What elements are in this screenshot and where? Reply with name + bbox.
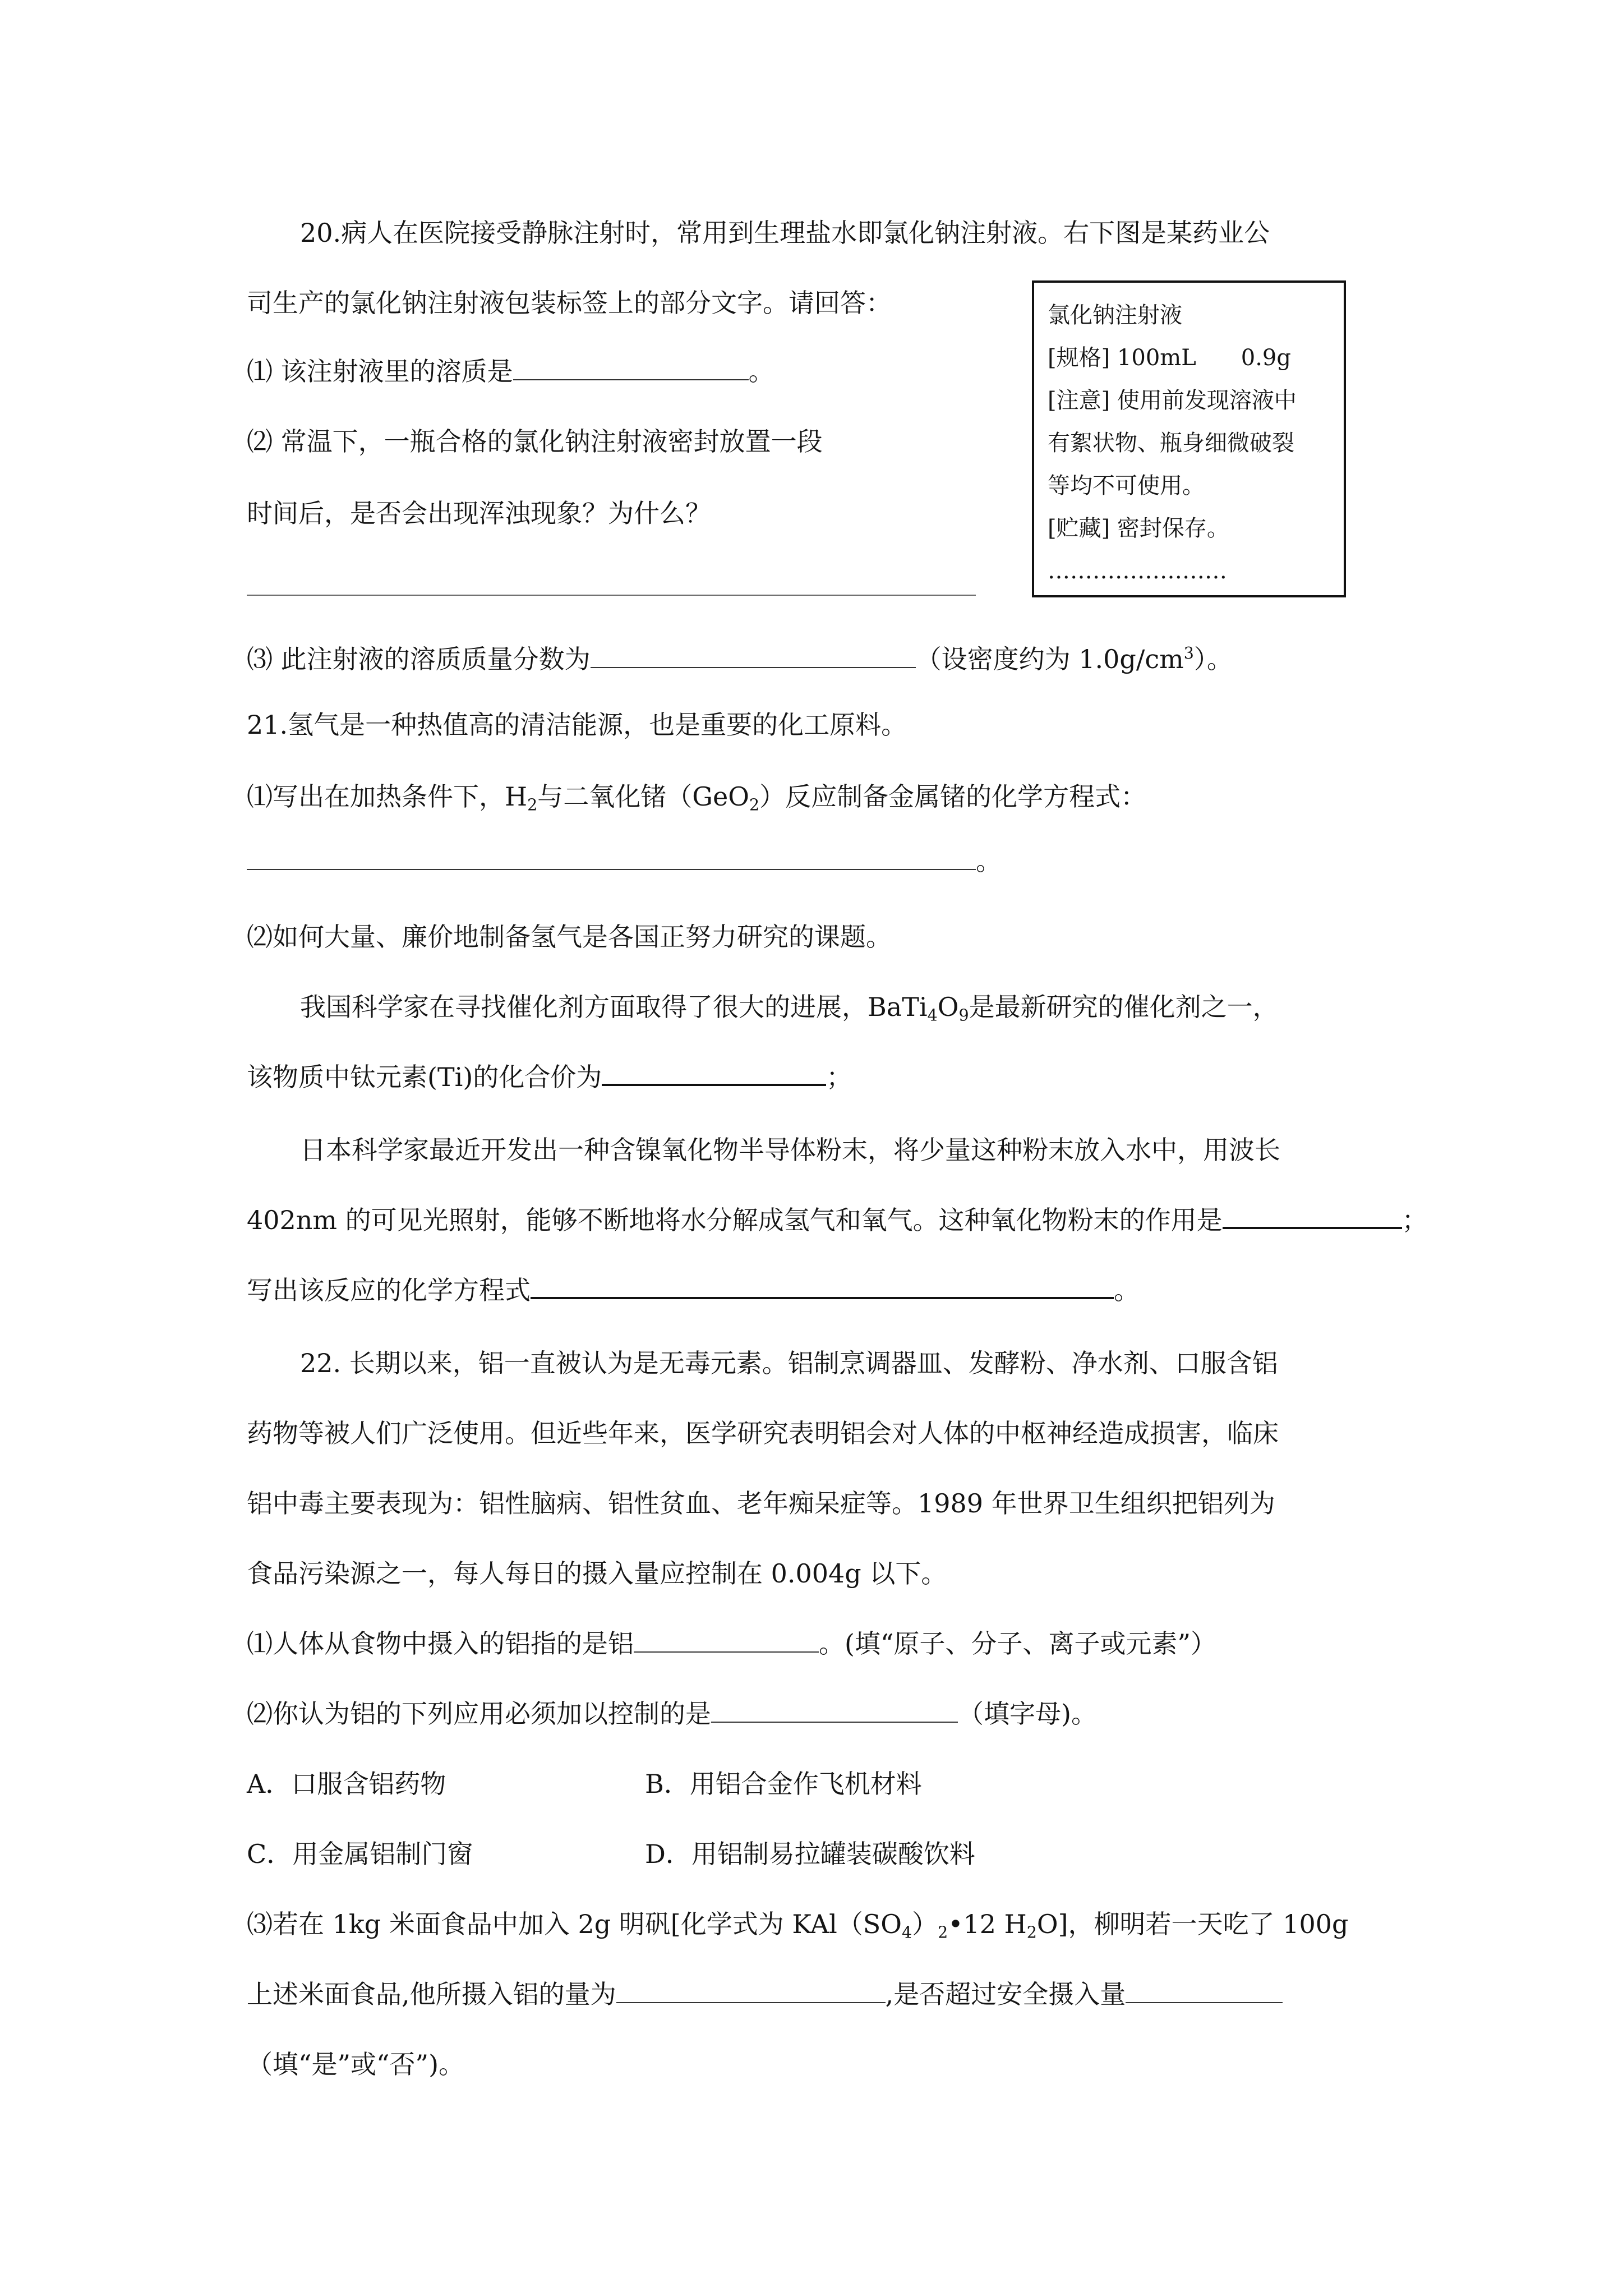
answer-blank[interactable] bbox=[591, 645, 916, 668]
q21-intro: 21.氢气是一种热值高的清洁能源，也是重要的化工原料。 bbox=[247, 710, 907, 740]
option-b[interactable]: B．用铝合金作飞机材料 bbox=[645, 1769, 922, 1799]
q22-part-1: ⑴人体从食物中摄入的铝指的是铝 。(填“原子、分子、离子或元素”） bbox=[247, 1628, 1216, 1659]
answer-blank[interactable] bbox=[711, 1699, 958, 1723]
label-note-3: 等均不可使用。 bbox=[1048, 473, 1205, 499]
q21-part-2-line-1: 我国科学家在寻找催化剂方面取得了很大的进展，$BaTi_4O_9$是最新研究的催化剂之一， bbox=[300, 992, 1279, 1025]
option-a[interactable]: A．口服含铝药物 bbox=[247, 1769, 446, 1799]
q20-part-3: ⑶ 此注射液的溶质质量分数为 （设密度约为 $1.0g/cm^3$）。 bbox=[247, 644, 1233, 675]
q21-part-2-line-2: 该物质中钛元素(Ti)的化合价为 ； bbox=[247, 1062, 852, 1092]
q21-part-1-answer: 。 bbox=[247, 844, 1002, 878]
q22-part-3-line-3: （填“是”或“否”)。 bbox=[247, 2049, 465, 2079]
answer-blank[interactable] bbox=[531, 1274, 1114, 1299]
answer-blank[interactable] bbox=[247, 846, 976, 870]
q22-line-2: 药物等被人们广泛使用。但近些年来，医学研究表明铝会对人体的中枢神经造成损害，临床 bbox=[247, 1418, 1279, 1448]
answer-blank[interactable] bbox=[1126, 1980, 1283, 2003]
q22-line-1: 22. 长期以来，铝一直被认为是无毒元素。铝制烹调器皿、发酵粉、净水剂、口服含铝 bbox=[300, 1348, 1278, 1378]
option-d[interactable]: D．用铝制易拉罐装碳酸饮料 bbox=[645, 1839, 975, 1869]
q22-part-3: ⑶若在 1kg 米面食品中加入 2g 明矾[化学式为 $KAl(SO_4)_2•12$ $H_2O$]，柳明若一天吃了 100g bbox=[247, 1909, 1349, 1942]
q21-part-2-line-4: 402nm 的可见光照射，能够不断地将水分解成氢气和氧气。这种氧化物粉末的作用是 ； bbox=[247, 1205, 1428, 1235]
answer-blank[interactable] bbox=[634, 1629, 819, 1653]
q22-part-3-line-2: 上述米面食品,他所摄入铝的量为 ,是否超过安全摄入量 bbox=[247, 1977, 1283, 2011]
label-storage: [贮藏] 密封保存。 bbox=[1048, 516, 1229, 541]
q21-part-2-line-5: 写出该反应的化学方程式 。 bbox=[247, 1275, 1140, 1305]
label-title: 氯化钠注射液 bbox=[1048, 302, 1182, 328]
answer-blank[interactable] bbox=[513, 357, 749, 380]
q20-part-2-line-2: 时间后，是否会出现浑浊现象？为什么？ bbox=[247, 498, 711, 528]
q21-part-2: ⑵如何大量、廉价地制备氢气是各国正努力研究的课题。 bbox=[247, 922, 892, 952]
q21-part-1: ⑴写出在加热条件下，$H_2$与二氧化锗（GeO$_2$）反应制备金属锗的化学方程式： bbox=[247, 781, 1147, 815]
q20-line-1: 20.病人在医院接受静脉注射时，常用到生理盐水即氯化钠注射液。右下图是某药业公 bbox=[300, 218, 1270, 248]
q20-part-2-line-1: ⑵ 常温下，一瓶合格的氯化钠注射液密封放置一段 bbox=[247, 426, 823, 457]
q22-line-4: 食品污染源之一，每人每日的摄入量应控制在 0.004g 以下。 bbox=[247, 1558, 947, 1589]
injection-label-box bbox=[1032, 280, 1346, 597]
answer-blank[interactable] bbox=[1223, 1204, 1402, 1229]
label-dots: …………………… bbox=[1048, 558, 1227, 584]
q22-line-3: 铝中毒主要表现为：铝性脑病、铝性贫血、老年痴呆症等。1989 年世界卫生组织把铝列为 bbox=[247, 1488, 1275, 1519]
q20-line-2: 司生产的氯化钠注射液包装标签上的部分文字。请回答： bbox=[247, 288, 892, 318]
option-c[interactable]: C．用金属铝制门窗 bbox=[247, 1839, 473, 1869]
label-note-1: [注意] 使用前发现溶液中 bbox=[1048, 388, 1297, 413]
answer-line[interactable] bbox=[247, 595, 976, 596]
q20-part-1: ⑴ 该注射液里的溶质是 。 bbox=[247, 356, 774, 386]
q22-part-2: ⑵你认为铝的下列应用必须加以控制的是 （填字母)。 bbox=[247, 1699, 1097, 1729]
answer-blank[interactable] bbox=[602, 1061, 826, 1086]
label-spec: [规格] 100mL 0.9g bbox=[1048, 345, 1291, 371]
answer-blank[interactable] bbox=[616, 1980, 886, 2003]
label-note-2: 有絮状物、瓶身细微破裂 bbox=[1048, 430, 1294, 456]
q21-part-2-line-3: 日本科学家最近开发出一种含镍氧化物半导体粉末，将少量这种粉末放入水中，用波长 bbox=[300, 1135, 1280, 1165]
